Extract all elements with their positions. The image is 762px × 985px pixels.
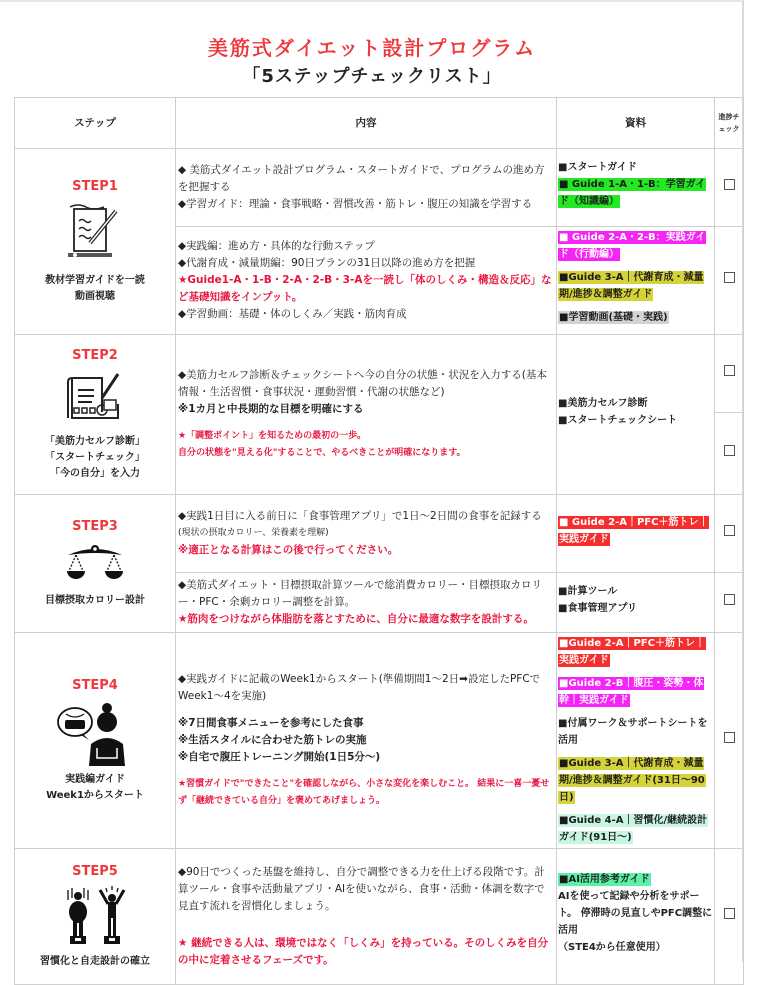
step1-cell xyxy=(15,149,176,335)
content-line: ※1カ月と中長期的な目標を明確にする xyxy=(178,403,364,415)
content-highlight: ★筋肉をつけながら体脂肪を落とすために、自分に最適な数字を設計する。 xyxy=(178,613,534,625)
material-ai-note: （STE4から任意使用） xyxy=(558,942,666,953)
step1-label: STEP1 xyxy=(72,179,118,194)
content-line: ※自宅で腹圧トレーニング開始(1日5分〜) xyxy=(178,751,381,763)
step1-name-line2: 動画視聴 xyxy=(75,291,115,302)
material-start-check-sheet: ■スタートチェックシート xyxy=(558,414,678,426)
step1-materials-b xyxy=(557,227,715,335)
content-line: ◆代謝育成・減量期編：90日プランの31日以降の進め方を把握 xyxy=(178,257,476,269)
step2-cell xyxy=(15,335,176,495)
step3-content-b xyxy=(176,573,557,633)
step4-content xyxy=(176,633,557,849)
material-worksheets: ■付属ワーク＆サポートシートを活用 xyxy=(558,718,708,746)
checkbox[interactable] xyxy=(724,445,735,456)
material-ai-guide: ■AI活用参考ガイド xyxy=(559,874,650,885)
material-guide-4a: ■Guide 4-A｜習慣化/継続設計ガイド(91日〜) xyxy=(559,815,708,843)
checkbox[interactable] xyxy=(724,272,735,283)
step2-label: STEP2 xyxy=(72,348,118,363)
material-guide-1ab: ■ Guide 1-A・1-B：学習ガイド（知識編） xyxy=(559,179,706,207)
content-highlight: ★「調整ポイント」を知るための最初の一歩。 xyxy=(178,431,367,441)
step3-materials-a xyxy=(557,495,715,573)
woman-thinking-icon xyxy=(55,700,135,766)
step2-check-b[interactable] xyxy=(715,413,744,495)
step4-materials xyxy=(557,633,715,849)
table-header-row xyxy=(15,98,744,149)
header-step: ステップ xyxy=(15,98,176,149)
content-line: (現状の摂取カロリー、栄養素を理解) xyxy=(178,528,329,538)
step1-check-b[interactable] xyxy=(715,227,744,335)
step5-cell xyxy=(15,849,176,985)
content-line: ※7日間食事メニューを参考にした食事 xyxy=(178,717,364,729)
checkbox[interactable] xyxy=(724,365,735,376)
content-highlight: ★Guide1-A・1-B・2-A・2-B・3-Aを一読し「体のしくみ・構造＆反応」など基礎知識をインプット。 xyxy=(178,274,552,303)
content-line: ◆美筋力セルフ診断＆チェックシートへ今の自分の状態・状況を入力する(基本情報・生活習慣・食事状況・運動習慣・代謝の状態など) xyxy=(178,369,547,398)
step5-content xyxy=(176,849,557,985)
notebook-pen-icon xyxy=(64,201,126,267)
material-videos: ■学習動画(基礎・実践) xyxy=(559,312,668,323)
step4-cell xyxy=(15,633,176,849)
checkbox[interactable] xyxy=(724,525,735,536)
material-guide-2a: ■ Guide 2-A｜PFC＋筋トレ｜実践ガイド xyxy=(559,516,709,545)
header-progress: 進捗チェック xyxy=(715,98,744,149)
step2-materials xyxy=(557,335,715,495)
step5-materials xyxy=(557,849,715,985)
material-guide-3a: ■Guide 3-A｜代謝育成・減量期/進捗＆調整ガイド xyxy=(559,272,704,300)
checklist-table xyxy=(14,97,744,985)
content-highlight: ※適正となる計算はこの後で行ってください。 xyxy=(178,544,399,556)
header-materials: 資料 xyxy=(557,98,715,149)
content-highlight: ★習慣ガイドで"できたこと"を確認しながら、小さな変化を楽しむこと。 結果に一喜一憂せず「継続できている自分」を褒めてあげましょう。 xyxy=(178,779,550,806)
material-start-guide: ■スタートガイド xyxy=(558,162,637,173)
step3-content-a xyxy=(176,495,557,573)
step4-name-line2: Week1からスタート xyxy=(46,790,144,801)
checkbox[interactable] xyxy=(724,179,735,190)
step4-check[interactable] xyxy=(715,633,744,849)
step3-label: STEP3 xyxy=(72,519,118,534)
table-row-step5 xyxy=(15,849,744,985)
table-row-step1-a xyxy=(15,149,744,227)
step5-label: STEP5 xyxy=(72,864,118,879)
content-line: ◆実践1日目に入る前日に「食事管理アプリ」で1日〜2日間の食事を記録する xyxy=(178,510,542,522)
before-after-people-icon xyxy=(60,886,130,948)
material-guide-3a: ■Guide 3-A｜代謝育成・減量期/進捗＆調整ガイド(31日〜90日) xyxy=(559,758,705,803)
step1-name-line1: 教材学習ガイドを一読 xyxy=(45,275,145,286)
balance-scale-icon xyxy=(64,541,126,587)
step2-content xyxy=(176,335,557,495)
step2-name-line3: 「今の自分」を入力 xyxy=(50,468,140,479)
step1-content-a xyxy=(176,149,557,227)
content-line: ◆実践ガイドに記載のWeek1からスタート(準備期間1〜2日➡設定したPFCでWeek1〜4を実施) xyxy=(178,673,541,702)
step2-name-line1: 「美筋力セルフ診断」 xyxy=(45,436,145,447)
content-line: ◆ 美筋式ダイエット設計プログラム・スタートガイドで、プログラムの進め方を把握する xyxy=(178,164,545,193)
content-line: ◆実践編：進め方・具体的な行動ステップ xyxy=(178,240,375,252)
step4-label: STEP4 xyxy=(72,678,118,693)
page-title: 美筋式ダイエット設計プログラム xyxy=(207,36,537,60)
step1-check-a[interactable] xyxy=(715,149,744,227)
material-calc-tool: ■計算ツール xyxy=(558,585,618,597)
content-line: ◆学習動画：基礎・体のしくみ／実践・筋肉育成 xyxy=(178,308,407,320)
material-guide-2ab: ■ Guide 2-A・2-B：実践ガイド（行動編） xyxy=(559,232,706,260)
table-row-step4 xyxy=(15,633,744,849)
content-line: ◆90日でつくった基盤を維持し、自分で調整できる力を仕上げる段階です。計算ツール・食事や活動量アプリ・AIを使いながら、食事・活動・体調を数字で見直す流れを習慣化しましょう。 xyxy=(178,866,545,912)
material-meal-app: ■食事管理アプリ xyxy=(558,602,638,614)
step4-name-line1: 実践編ガイド xyxy=(65,774,125,785)
content-highlight: 自分の状態を"見える化"することで、やるべきことが明確になります。 xyxy=(178,448,466,458)
content-line: ※生活スタイルに合わせた筋トレの実施 xyxy=(178,734,367,746)
step2-name-line2: 「スタートチェック」 xyxy=(45,452,145,463)
step3-check-b[interactable] xyxy=(715,573,744,633)
step3-materials-b xyxy=(557,573,715,633)
step5-check[interactable] xyxy=(715,849,744,985)
checkbox[interactable] xyxy=(724,594,735,605)
table-row-step2-a xyxy=(15,335,744,413)
content-line: ◆学習ガイド：理論・食事戦略・習慣改善・筋トレ・腹圧の知識を学習する xyxy=(178,198,533,210)
content-line: ◆美筋式ダイエット・目標摂取計算ツールで総消費カロリー・目標摂取カロリー・PFC・余剰カロリー調整を計算。 xyxy=(178,579,543,608)
content-highlight: ★ 継続できる人は、環境ではなく「しくみ」を持っている。そのしくみを自分の中に定着させるフェーズです。 xyxy=(178,937,549,966)
step3-check-a[interactable] xyxy=(715,495,744,573)
step3-name-line1: 目標摂取カロリー設計 xyxy=(45,595,145,606)
checkbox[interactable] xyxy=(724,908,735,919)
step5-name-line1: 習慣化と自走設計の確立 xyxy=(40,956,150,967)
page-subtitle: 「5ステップチェックリスト」 xyxy=(242,66,502,87)
material-guide-2b: ■Guide 2-B｜腹圧・姿勢・体幹｜実践ガイド xyxy=(559,678,704,706)
table-row-step3-a xyxy=(15,495,744,573)
material-guide-2a: ■Guide 2-A｜PFC＋筋トレ｜実践ガイド xyxy=(559,638,705,666)
document-chart-icon xyxy=(64,370,126,428)
step3-cell xyxy=(15,495,176,633)
step1-materials-a xyxy=(557,149,715,227)
step1-content-b xyxy=(176,227,557,335)
step2-check-a[interactable] xyxy=(715,335,744,413)
material-ai-description: AIを使って記録や分析をサポート。 停滞時の見直しやPFC調整に活用 xyxy=(558,891,713,936)
checkbox[interactable] xyxy=(724,732,735,743)
material-self-diagnosis: ■美筋力セルフ診断 xyxy=(558,397,648,409)
header-content: 内容 xyxy=(176,98,557,149)
